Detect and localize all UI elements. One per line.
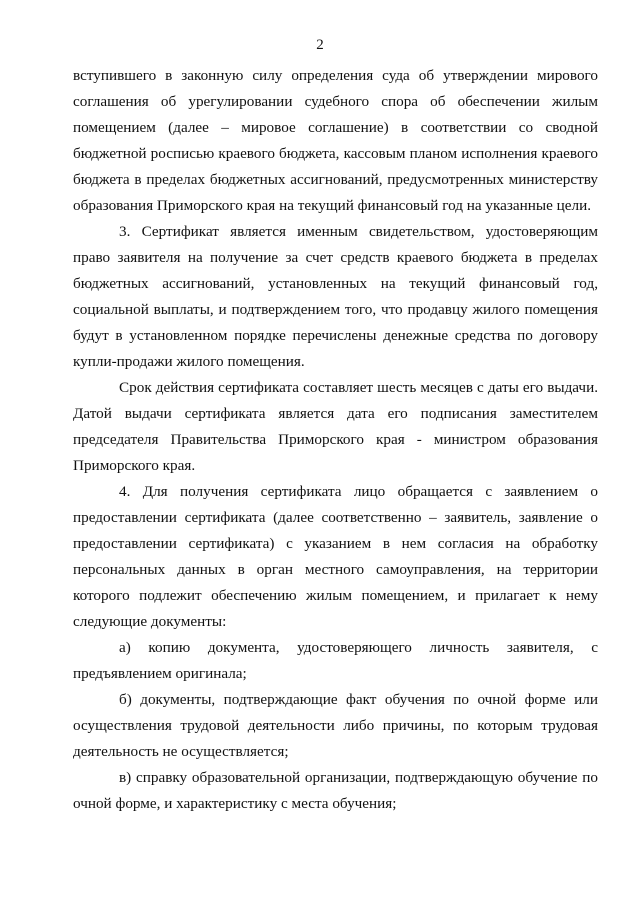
paragraph-clause-4: 4. Для получения сертификата лицо обращается с заявлением о предоставлении сертификата (далее соответственно – заявитель, заявление о предоставлении сертификата) с указанием в нем согласия на обработку персональных данных в орган местного самоуправления, на территории которого подлежит обеспечению жилым помещением, и прилагает к нему следующие документы: <box>73 483 598 630</box>
document-body <box>73 63 598 817</box>
list-item-a: а) копию документа, удостоверяющего личность заявителя, с предъявлением оригинала; <box>73 639 598 682</box>
page-number: 2 <box>316 37 324 53</box>
paragraph-continuation: вступившего в законную силу определения суда об утверждении мирового соглашения об урегулировании судебного спора об обеспечении жилым помещением (далее – мировое соглашение) в соответствии со сводной бюджетной росписью краевого бюджета, кассовым планом исполнения краевого бюджета в пределах бюджетных ассигнований, предусмотренных министерству образования Приморского края на текущий финансовый год на указанные цели. <box>73 67 598 214</box>
paragraph-clause-3: 3. Сертификат является именным свидетельством, удостоверяющим право заявителя на получение за счет средств краевого бюджета в пределах бюджетных ассигнований, установленных на текущий финансовый год, социальной выплаты, и подтверждением того, что продавцу жилого помещения будут в установленном порядке перечислены денежные средства по договору купли-продажи жилого помещения. <box>73 223 598 370</box>
list-item-b: б) документы, подтверждающие факт обучения по очной форме или осуществления трудовой деятельности либо причины, по которым трудовая деятельность не осуществляется; <box>73 691 598 760</box>
paragraph-validity-period: Срок действия сертификата составляет шесть месяцев с даты его выдачи. Датой выдачи сертификата является дата его подписания заместителем председателя Правительства Приморского края - министром образования Приморского края. <box>73 379 598 474</box>
list-item-v: в) справку образовательной организации, подтверждающую обучение по очной форме, и характеристику с места обучения; <box>73 769 598 812</box>
